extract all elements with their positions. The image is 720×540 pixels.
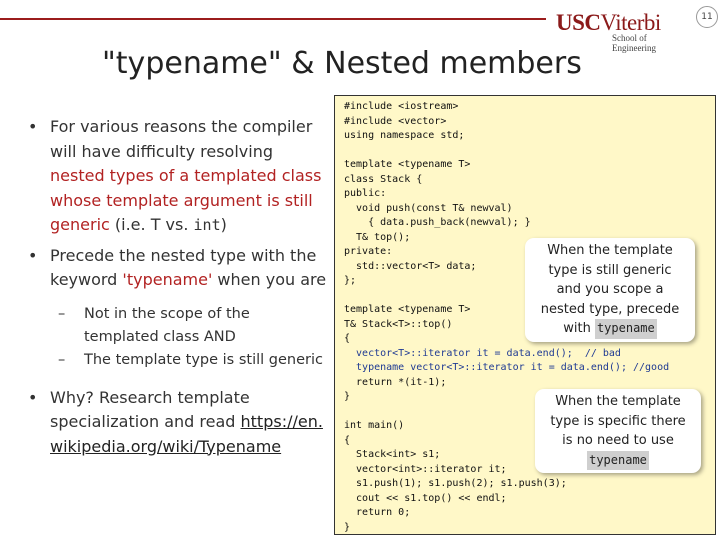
bullet-text: Precede the nested type with the keyword — [50, 245, 317, 289]
callout-text: with — [563, 321, 595, 336]
header-rule — [0, 18, 546, 20]
callout-line: type is still generic — [548, 262, 672, 278]
bullet-item — [28, 115, 328, 238]
callout-line — [539, 451, 697, 471]
code-line: return *(it-1); — [344, 376, 447, 388]
page-number: 11 — [696, 6, 718, 28]
code-line: T& Stack<T>::top() — [344, 318, 453, 330]
wikipedia-link[interactable]: https://en.wikipedia.org/wiki/Typename — [50, 412, 323, 456]
bullet-text: when you are — [212, 270, 327, 289]
code-line: vector<int>::iterator it; — [344, 463, 507, 475]
sub-bullet-item — [58, 303, 328, 349]
bullet-text: ) — [220, 215, 227, 234]
callout-line: is no need to use — [562, 433, 674, 448]
bullet-highlight: nested types of a templated class whose template argument is still generic — [50, 166, 322, 234]
code-line: vector<T>::iterator it = data.end(); // bad — [344, 347, 621, 359]
logo-subtitle: School of Engineering — [612, 33, 656, 53]
callout-line — [529, 319, 691, 339]
code-line: typename vector<T>::iterator it = data.end(); //good — [344, 362, 670, 373]
code-line — [344, 406, 350, 417]
typename-keyword: typename — [587, 451, 649, 471]
bullet-text: (i.e. T vs. — [109, 215, 194, 234]
code-line: template <typename T> — [344, 304, 471, 315]
sub-bullet-dash: – — [58, 305, 66, 322]
code-line: T& top(); — [344, 231, 411, 243]
code-line: void push(const T& newval) — [344, 202, 513, 214]
slide-title: "typename" & Nested members — [102, 46, 582, 81]
callout-line: When the template — [547, 243, 673, 258]
code-line: class Stack { — [344, 173, 423, 185]
sub-bullet-text: The template type is still generic — [84, 351, 323, 368]
code-line: #include <iostream> — [344, 101, 459, 112]
callout-generic — [525, 238, 695, 342]
logo-viterbi-text: Viterbi — [600, 10, 661, 35]
code-line: { — [344, 333, 351, 344]
bullet-list — [28, 115, 328, 459]
bullet-item — [28, 244, 328, 293]
bullet-dot: • — [28, 117, 38, 136]
code-line: template <typename T> — [344, 159, 471, 170]
code-line: s1.push(1); s1.push(2); s1.push(3); — [344, 478, 567, 489]
code-line — [344, 290, 350, 301]
typename-keyword: typename — [595, 319, 657, 339]
code-line: return 0; — [344, 507, 411, 518]
code-line: { data.push_back(newval); } — [344, 217, 531, 228]
code-line: #include <vector> — [344, 115, 447, 127]
code-line: }; — [344, 275, 357, 286]
bullet-code: int — [193, 216, 221, 234]
bullet-highlight: 'typename' — [122, 270, 213, 289]
code-line: public: — [344, 188, 387, 199]
sub-bullet-item — [58, 349, 328, 372]
sub-bullet-text: Not in the scope of the templated class AND — [84, 305, 250, 345]
logo-usc-text: USC — [556, 10, 601, 35]
bullet-dot: • — [28, 387, 38, 407]
code-line: int main() — [344, 420, 405, 431]
code-line: { — [344, 434, 351, 446]
code-line: std::vector<T> data; — [344, 260, 477, 272]
callout-line: nested type, precede — [540, 301, 680, 317]
callout-line: type is specific there — [550, 413, 686, 429]
bullet-item — [28, 386, 328, 460]
code-line: cout << s1.top() << endl; — [344, 492, 507, 504]
code-line: } — [344, 391, 351, 402]
callout-line: When the template — [555, 394, 681, 409]
bullet-text: Why? Research template specialization and read — [50, 387, 250, 431]
sub-bullet-dash: – — [58, 351, 66, 368]
code-line: using namespace std; — [344, 130, 465, 141]
code-line — [344, 145, 350, 156]
code-line: private: — [344, 246, 393, 257]
code-line: } — [344, 521, 351, 533]
bullet-dot: • — [28, 245, 38, 265]
code-line: Stack<int> s1; — [344, 449, 441, 460]
bullet-text: For various reasons the compiler will have difficulty resolving — [50, 117, 313, 161]
callout-specific — [535, 389, 701, 473]
sub-bullet-list — [58, 303, 328, 372]
callout-line: and you scope a — [556, 282, 664, 297]
usc-viterbi-logo — [556, 10, 686, 53]
